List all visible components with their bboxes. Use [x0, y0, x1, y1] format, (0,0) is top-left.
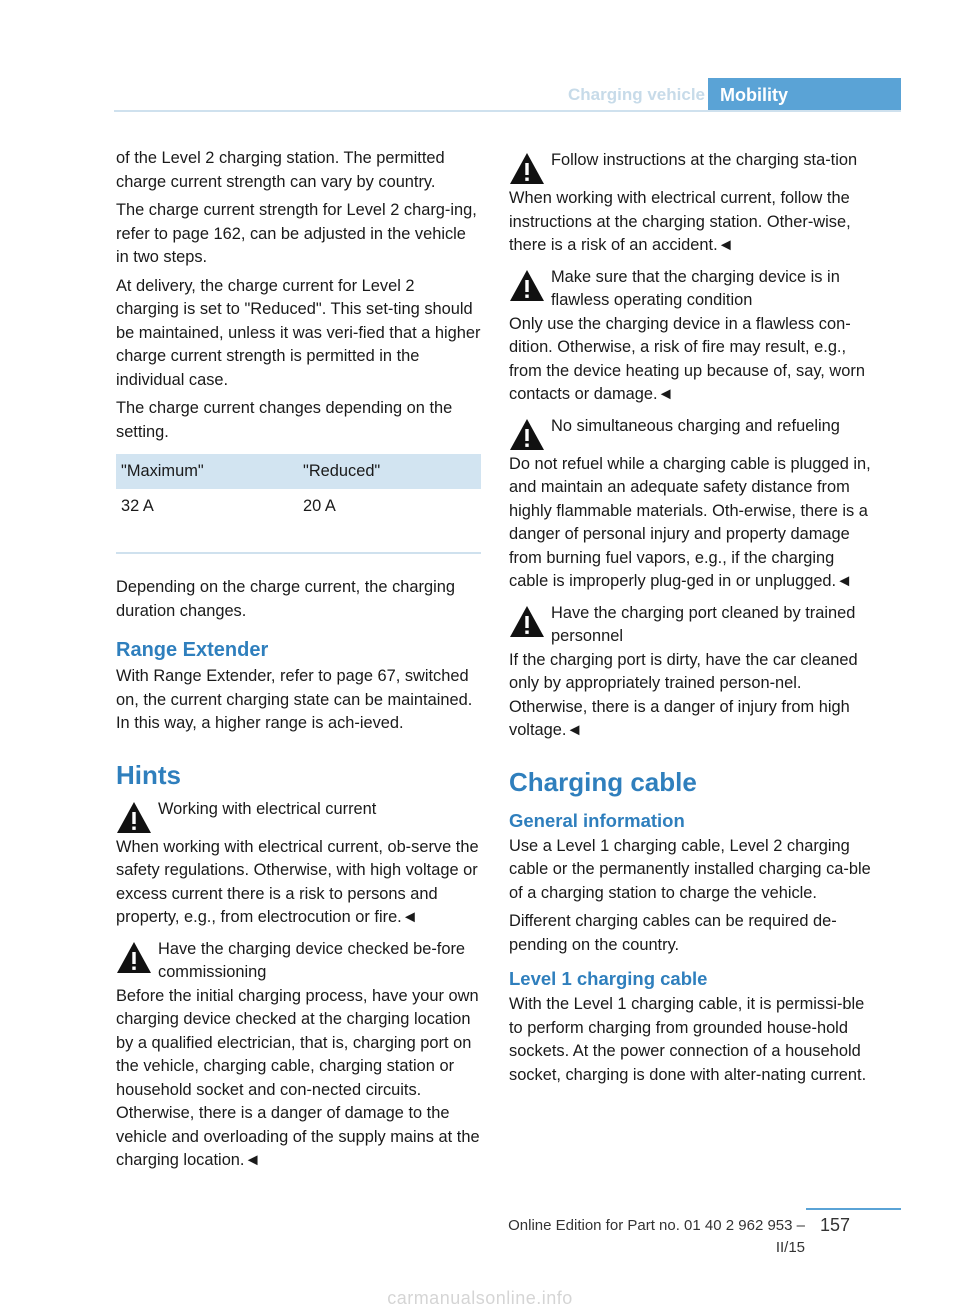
- table-header-row: [116, 454, 481, 489]
- warning-block: [509, 149, 875, 258]
- footer-edition: Online Edition for Part no. 01 40 2 962 953 – II/15: [508, 1217, 805, 1256]
- warning-title: Have the charging port cleaned by trained personnel: [551, 603, 856, 645]
- general-paragraph-1: Use a Level 1 charging cable, Level 2 charging cable or the permanently installed charging ca‐ble of a charging station to charge the vehicle.: [509, 836, 871, 902]
- table-cell-maximum: 32 A: [121, 496, 154, 515]
- table-header-reduced: "Reduced": [303, 461, 381, 480]
- warning-body: Before the initial charging process, have your own charging device checked at the charging location by a qualified electrician, that is, charging port on the vehicle, charging cable, charging station or household socket and con‐nected circuits. Otherwise, there is a danger of damage to the vehicle and overloading of the supply mains at the charging location.◄: [116, 986, 480, 1169]
- level1-paragraph: With the Level 1 charging cable, it is permissi‐ble to perform charging from grounded house‐hold sockets. At the power connection of a household socket, charging is done with alter‐nating current.: [509, 995, 867, 1084]
- after-table-paragraph: Depending on the charge current, the charging duration changes.: [116, 578, 455, 620]
- range-extender-heading: Range Extender: [116, 639, 269, 661]
- warning-triangle-icon: [509, 151, 545, 187]
- warning-block: [509, 415, 875, 594]
- level1-cable-heading: Level 1 charging cable: [509, 968, 708, 989]
- warning-block: [116, 938, 481, 1173]
- footer-divider: [806, 1208, 901, 1210]
- table-bottom-rule: [116, 524, 481, 554]
- table-header-maximum: "Maximum": [121, 461, 204, 480]
- warning-block: [509, 602, 875, 743]
- warning-body: When working with electrical current, follow the instructions at the charging station. Other‐wise, there is a risk of an accident.◄: [509, 189, 851, 254]
- warning-title: Working with electrical current: [158, 799, 377, 818]
- charge-current-table: [116, 454, 481, 554]
- general-paragraph-2: Different charging cables can be required de‐pending on the country.: [509, 912, 837, 954]
- intro-paragraph-1: of the Level 2 charging station. The permitted charge current strength can vary by country.: [116, 149, 445, 191]
- left-column: [116, 147, 481, 1181]
- warning-title: Have the charging device checked be‐fore commissioning: [158, 939, 466, 981]
- intro-paragraph-4: The charge current changes depending on the setting.: [116, 399, 453, 441]
- warning-body: When working with electrical current, ob‐serve the safety regulations. Otherwise, with high voltage or excess current there is a risk to persons and property, e.g., from electrocution or fire.◄: [116, 837, 479, 926]
- general-information-heading: General information: [509, 809, 685, 831]
- range-extender-paragraph: With Range Extender, refer to page 67, switched on, the current charging state can be maintained. In this way, a higher range is ach‐ieved.: [116, 667, 473, 732]
- intro-paragraph-3: At delivery, the charge current for Level 2 charging is set to "Reduced". This set‐ting should be maintained, unless it was veri‐fied that a higher charge current strength is permitted in the individual case.: [116, 276, 481, 389]
- warning-triangle-icon: [509, 268, 545, 304]
- warning-body: Only use the charging device in a flawless con‐dition. Otherwise, a risk of fire may result, e.g., from the device heating up because of, say, worn contacts or damage.◄: [509, 314, 865, 403]
- warning-triangle-icon: [116, 940, 152, 976]
- warning-title: Follow instructions at the charging sta‐tion: [551, 151, 858, 169]
- header-chapter-tab: Mobility: [708, 78, 901, 112]
- table-cell-reduced: 20 A: [303, 496, 336, 515]
- warning-triangle-icon: [509, 417, 545, 453]
- header-section-title: Charging vehicle: [568, 85, 705, 104]
- warning-triangle-icon: [509, 604, 545, 640]
- warning-triangle-icon: [116, 800, 152, 836]
- hints-heading: Hints: [116, 759, 181, 790]
- charging-cable-heading: Charging cable: [509, 766, 697, 797]
- table-row: [116, 489, 481, 524]
- page-number: 157: [820, 1215, 851, 1235]
- warning-body: If the charging port is dirty, have the car cleaned only by appropriately trained person‐nel. Otherwise, there is a danger of injury from high voltage.◄: [509, 650, 858, 739]
- intro-paragraph-2: The charge current strength for Level 2 charg‐ing, refer to page 162, can be adjusted in the vehicle in two steps.: [116, 201, 477, 266]
- warning-title: No simultaneous charging and refueling: [551, 416, 840, 435]
- header-divider: [114, 110, 901, 112]
- watermark: carmanualsonline.info: [387, 1288, 573, 1308]
- warning-title: Make sure that the charging device is in flawless operating condition: [551, 267, 840, 309]
- warning-body: Do not refuel while a charging cable is plugged in, and maintain an adequate safety distance from highly flammable materials. Oth‐erwise, there is a danger of personal injury and property damage from burning fuel vapors, e.g., if the charging cable is improperly plug‐ged in or unplugged.◄: [509, 454, 871, 590]
- warning-block: [509, 266, 875, 407]
- right-column: [509, 147, 875, 1092]
- warning-block: [116, 798, 481, 930]
